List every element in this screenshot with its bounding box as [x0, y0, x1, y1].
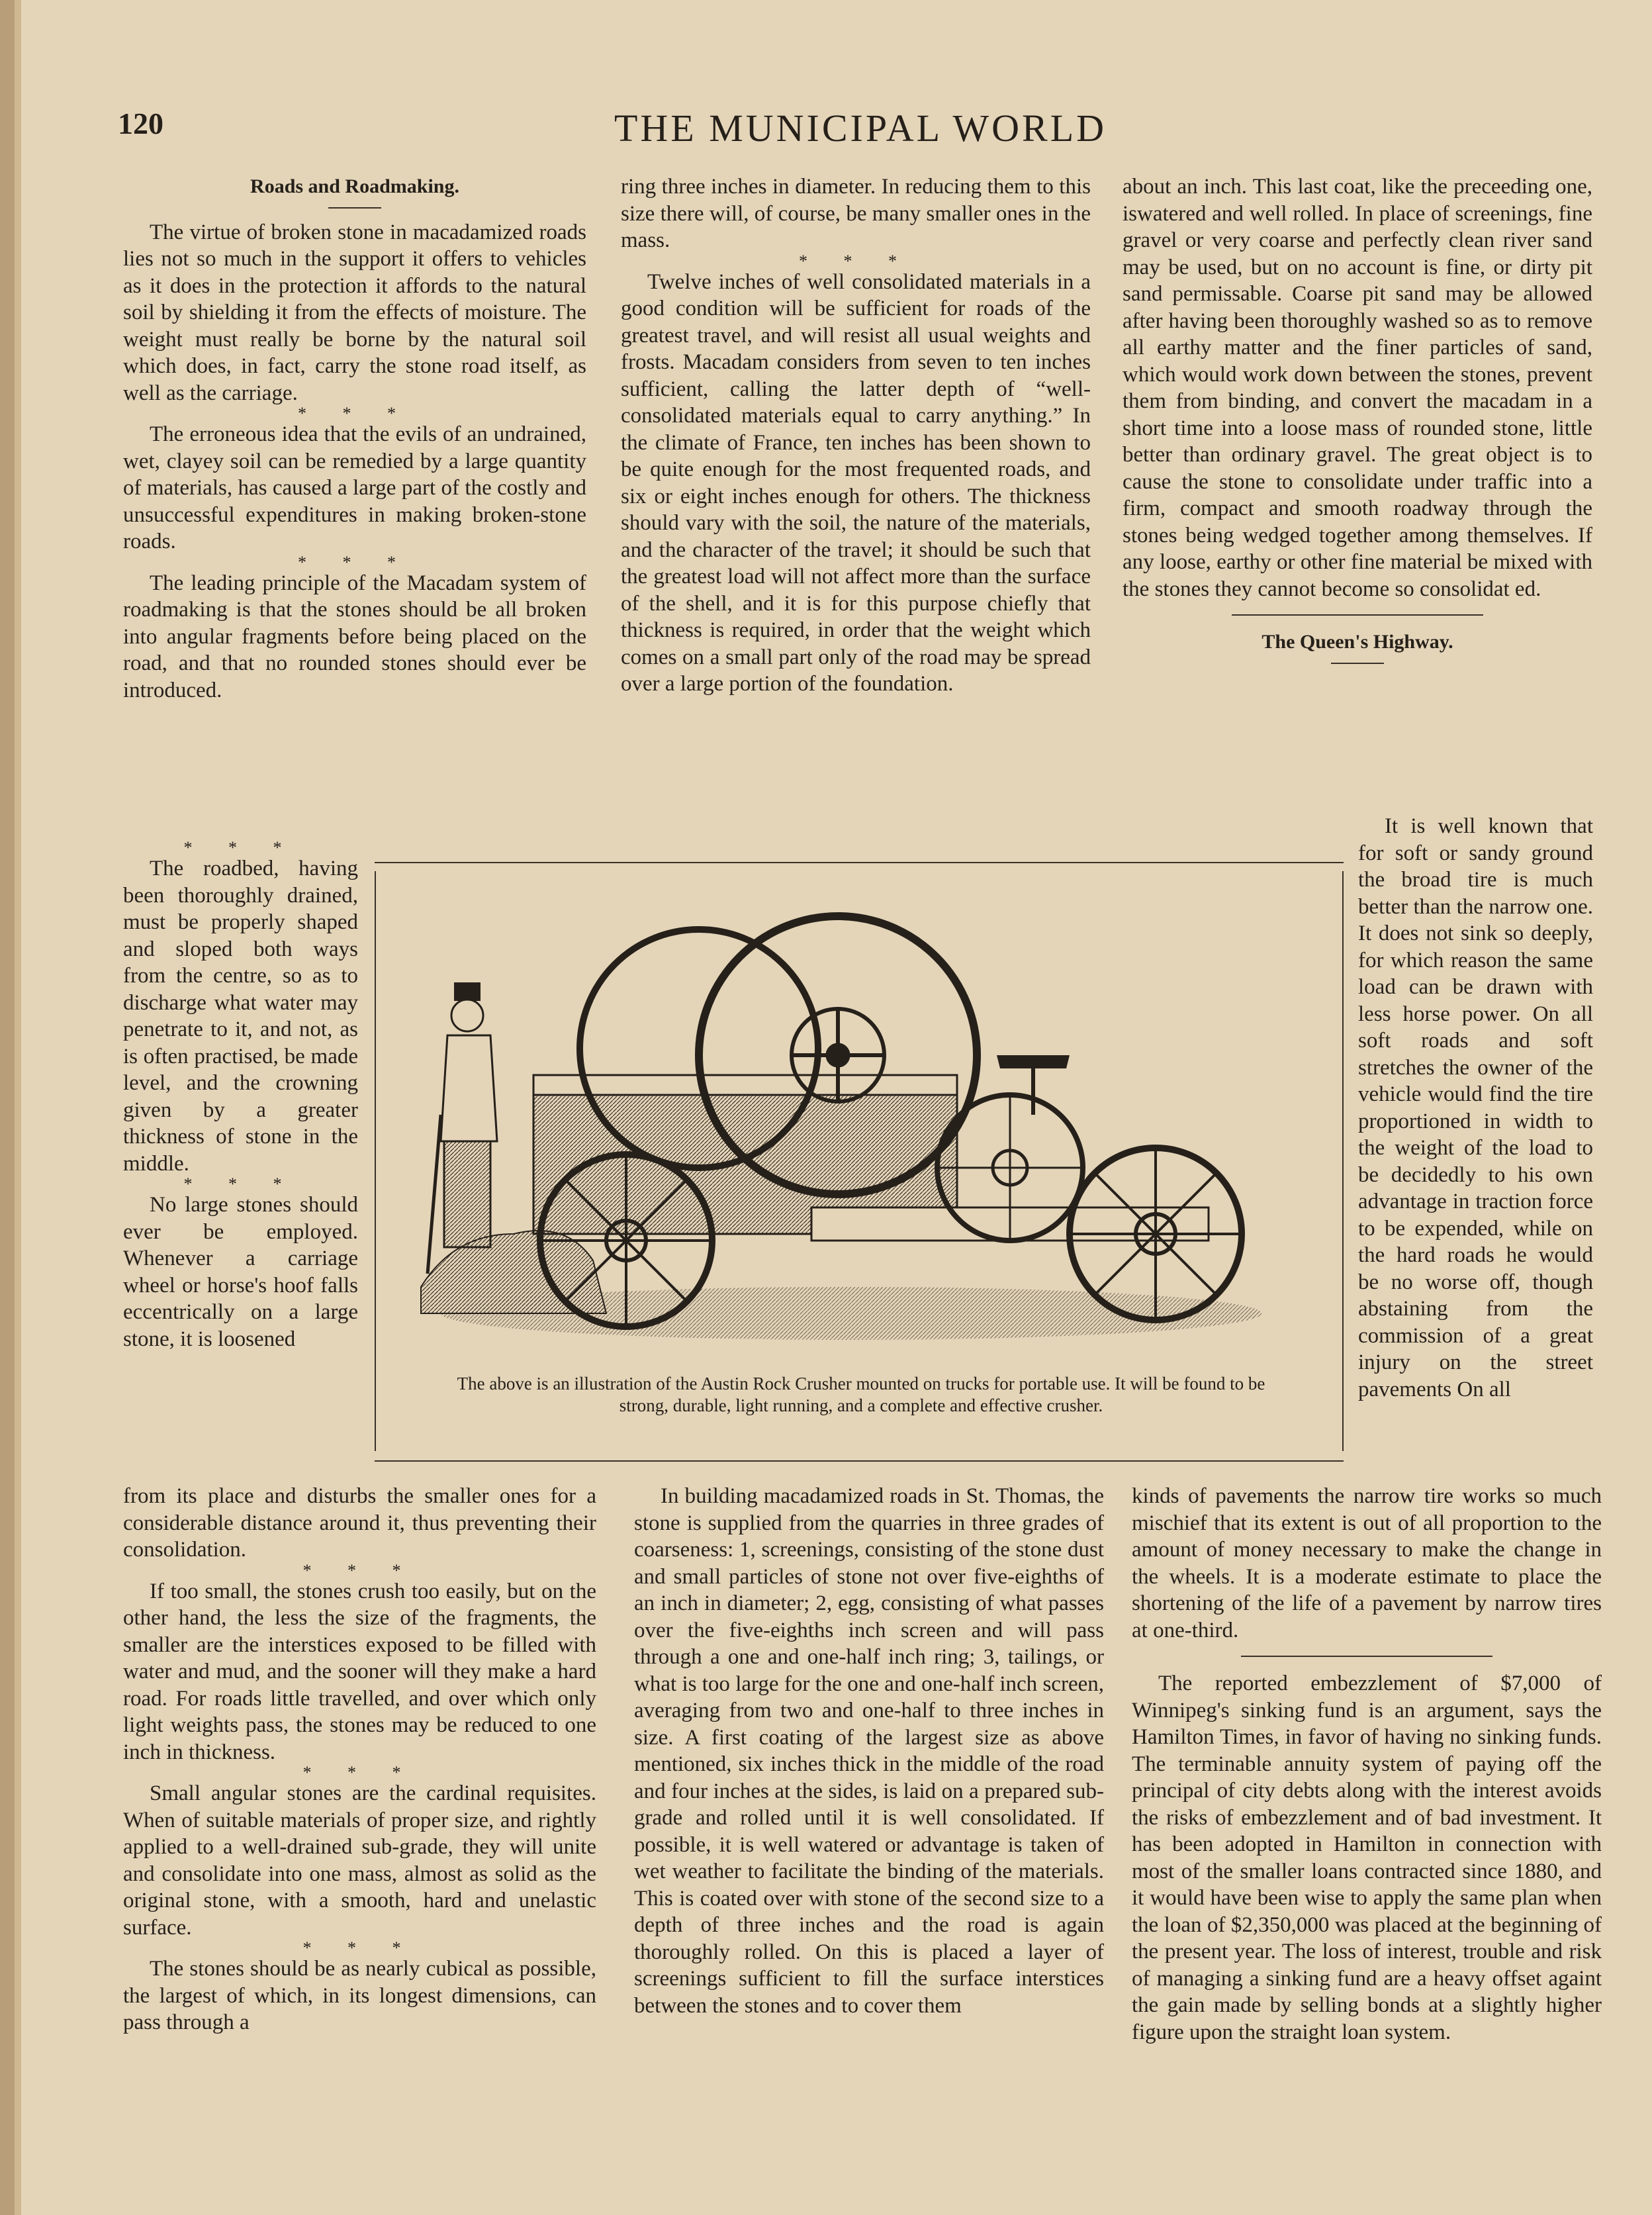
paragraph: about an inch. This last coat, like the preceeding one, iswatered and well rolled. In place of screenings, fine gravel or very coarse and perfectly clean river sand may be used, but on no account is fine, or dirty pit sand permissable. Coarse pit sand may be allowed after having been thoroughly washed so as to remove all earthy matter and the finer particles of sand, which would work down between the stones, prevent them from binding, and convert the macadam in a short time into a loose mass of rounded stone, little better than ordinary gravel. The great object is to cause the stone to consolidate under traffic into a firm, compact and smooth roadway through the stones being wedged together among themselves. If any loose, earthy or other fine material be mixed with the stones they cannot become so consolidat ed.	[1123, 175, 1592, 601]
figure-border-right	[1342, 871, 1344, 1451]
rock-crusher-figure	[375, 862, 1344, 1462]
driver-seat	[997, 1055, 1070, 1068]
column-2-upper	[621, 173, 1091, 698]
page-binding-shadow	[15, 0, 21, 2215]
separator-stars: * * *	[183, 1174, 298, 1194]
separator-stars: * * *	[183, 838, 298, 857]
column-1-narrow	[123, 838, 358, 1352]
rear-wheel-far	[937, 1095, 1083, 1241]
paragraph: kinds of pavements the narrow tire works so much mischief that its extent is out of all proportion to the amount of money necessary to make the change in the wheels. It is a moderate estimate to place the shortening of the life of a pavement by narrow tires at one-third.	[1132, 1484, 1602, 1642]
paragraph: The stones should be as nearly cubical as possible, the largest of which, in its longest dimensions, can pass through a	[123, 1957, 596, 2034]
title-rule	[328, 207, 381, 209]
separator-stars: * * *	[799, 251, 913, 271]
separator-stars: * * *	[298, 404, 412, 423]
paragraph: The reported embezzlement of $7,000 of Winnipeg's sinking fund is an argument, says the Hamilton Times, in favor of having no sinking funds. The terminable annuity system of paying off the principal of city debts along with the interest avoids the risks of embezzlement and of bad investment. It has been adopted in Hamilton in connection with most of the smaller loans contracted since 1880, and it would have been wise to apply the same plan when the loan of $2,350,000 was placed at the beginning of the present year. The loss of interest, trouble and risk of managing a sinking fund are a heavy offset againt the gain made by selling bonds at a slightly higher figure upon the straight loan system.	[1132, 1672, 1602, 2044]
separator-stars: * * *	[302, 1938, 417, 1957]
crusher-frame-top	[533, 1075, 957, 1095]
paragraph: In building macadamized roads in St. Thomas, the stone is supplied from the quarries in three grades of coarseness: 1, screenings, consisting of the stone dust and small particles of stone not over five-eighths of an inch in diameter; 2, egg, consisting of what passes over the five-eighths inch screen and will pass through a one and one-half inch ring; 3, tailings, or what is too large for the one and one-half inch screen, averaging from two and one-half to three inches in size. A first coating of the largest size as above mentioned, six inches thick in the middle of the road and four inches at the sides, is laid on a prepared sub-grade and rolled until it is well consolidated. If possible, it is well watered or advantage is taken of wet weather to facilitate the binding of the materials. This is coated over with stone of the second size to a depth of three inches and the road is again thoroughly rolled. On this is placed a layer of screenings sufficient to fill the surface interstices between the stones and to cover them	[634, 1484, 1104, 2018]
worker-figure	[428, 982, 497, 1274]
figure-border-left	[375, 871, 376, 1451]
separator-stars: * * *	[302, 1560, 417, 1580]
paragraph: No large stones should ever be employed. Whenever a carriage wheel or horse's hoof falls eccentrically on a large stone, it is loosened	[123, 1193, 358, 1351]
separator-stars: * * *	[298, 552, 412, 572]
article-title-queens-highway: The Queen's Highway.	[1262, 631, 1453, 653]
rear-wheel-near	[1070, 1148, 1242, 1320]
paragraph: If too small, the stones crush too easily, but on the other hand, the less the size of the fragments, the smaller are the interstices exposed to be filled with water and mud, and the sooner will they make a hard road. For roads little travelled, and over which only light weights pass, the stones may be reduced to one inch in thickness.	[123, 1579, 596, 1764]
paragraph: Twelve inches of well consolidated materials in a good condition will be sufficient for roads of the greatest travel, and will resist all usual weights and frosts. Macadam considers from seven to ten inches sufficient, calling the latter depth of “well-consolidated materials equal to carry anything.” In the climate of France, ten inches has been shown to be quite enough for the most frequented roads, and six or eight inches enough for others. The thickness should vary with the soil, the nature of the materials, and the character of the travel; it should be such that the greatest load will not affect more than the surface of the shell, and it is for this purpose chiefly that thickness is required, in order that the weight which comes on a small part only of the road may be spread over a large portion of the foundation.	[621, 269, 1091, 696]
column-3-lower	[1132, 1483, 1602, 2046]
front-wheel-left	[540, 1155, 712, 1327]
title-rule	[1331, 663, 1384, 664]
column-2-lower	[634, 1483, 1104, 2019]
paragraph: The leading principle of the Macadam system of roadmaking is that the stones should be all broken into angular fragments before being placed on the road, and that no rounded stones should ever be introduced.	[123, 571, 586, 702]
journal-title: THE MUNICIPAL WORLD	[614, 107, 1107, 150]
section-rule	[1241, 1656, 1492, 1657]
figure-caption: The above is an illustration of the Austin Rock Crusher mounted on trucks for portable use. It will be found to be strong, durable, light running, and a complete and effective crusher.	[457, 1374, 1265, 1415]
article-title-roads: Roads and Roadmaking.	[250, 175, 459, 197]
column-3-upper	[1123, 173, 1592, 675]
page-binding-edge	[0, 0, 15, 2215]
separator-stars: * * *	[302, 1763, 417, 1782]
paragraph: It is well known that for soft or sandy ground the broad tire is much better than the narrow one. It does not sink so deeply, for which reason the same load can be drawn with less horse power. On all soft roads and soft stretches the owner of the vehicle would find the tire proportioned in width to the weight of the load to be decidedly to his own advantage in traction force to be expended, while on the hard roads he would be no worse off, though abstaining from the commission of a great injury on the street pavements On all	[1358, 814, 1593, 1401]
column-1-lower	[123, 1483, 596, 2036]
page-number: 120	[118, 107, 163, 140]
column-3-narrow	[1358, 813, 1593, 1403]
section-rule	[1232, 614, 1483, 616]
column-1-upper	[123, 173, 586, 704]
rock-crusher-engraving	[414, 890, 1301, 1366]
paragraph: The erroneous idea that the evils of an undrained, wet, clayey soil can be remedied by a large quantity of materials, has caused a large part of the costly and unsuccessful expenditures in making broken-stone roads.	[123, 422, 586, 553]
paragraph: Small angular stones are the cardinal requisites. When of suitable materials of proper size, and rightly applied to a well-drained sub-grade, they will unite and consolidate into one mass, almost as solid as the original stone, with a smooth, hard and unelastic surface.	[123, 1781, 596, 1940]
paragraph: ring three inches in diameter. In reducing them to this size there will, of course, be many smaller ones in the mass.	[621, 175, 1091, 252]
paragraph: The roadbed, having been thoroughly drained, must be properly shaped and sloped both ways from the centre, so as to discharge what water may penetrate to it, and not, as is often practised, be made level, and the crowning given by a greater thickness of stone in the middle.	[123, 857, 358, 1176]
paragraph: from its place and disturbs the smaller ones for a considerable distance around it, thus preventing their consolidation.	[123, 1484, 596, 1562]
paragraph: The virtue of broken stone in macadamized roads lies not so much in the support it offers to vehicles as it does in the protection it affords to the natural soil by shielding it from the effects of moisture. The weight must really be borne by the natural soil which does, in fact, carry the stone road itself, as well as the carriage.	[123, 220, 586, 405]
